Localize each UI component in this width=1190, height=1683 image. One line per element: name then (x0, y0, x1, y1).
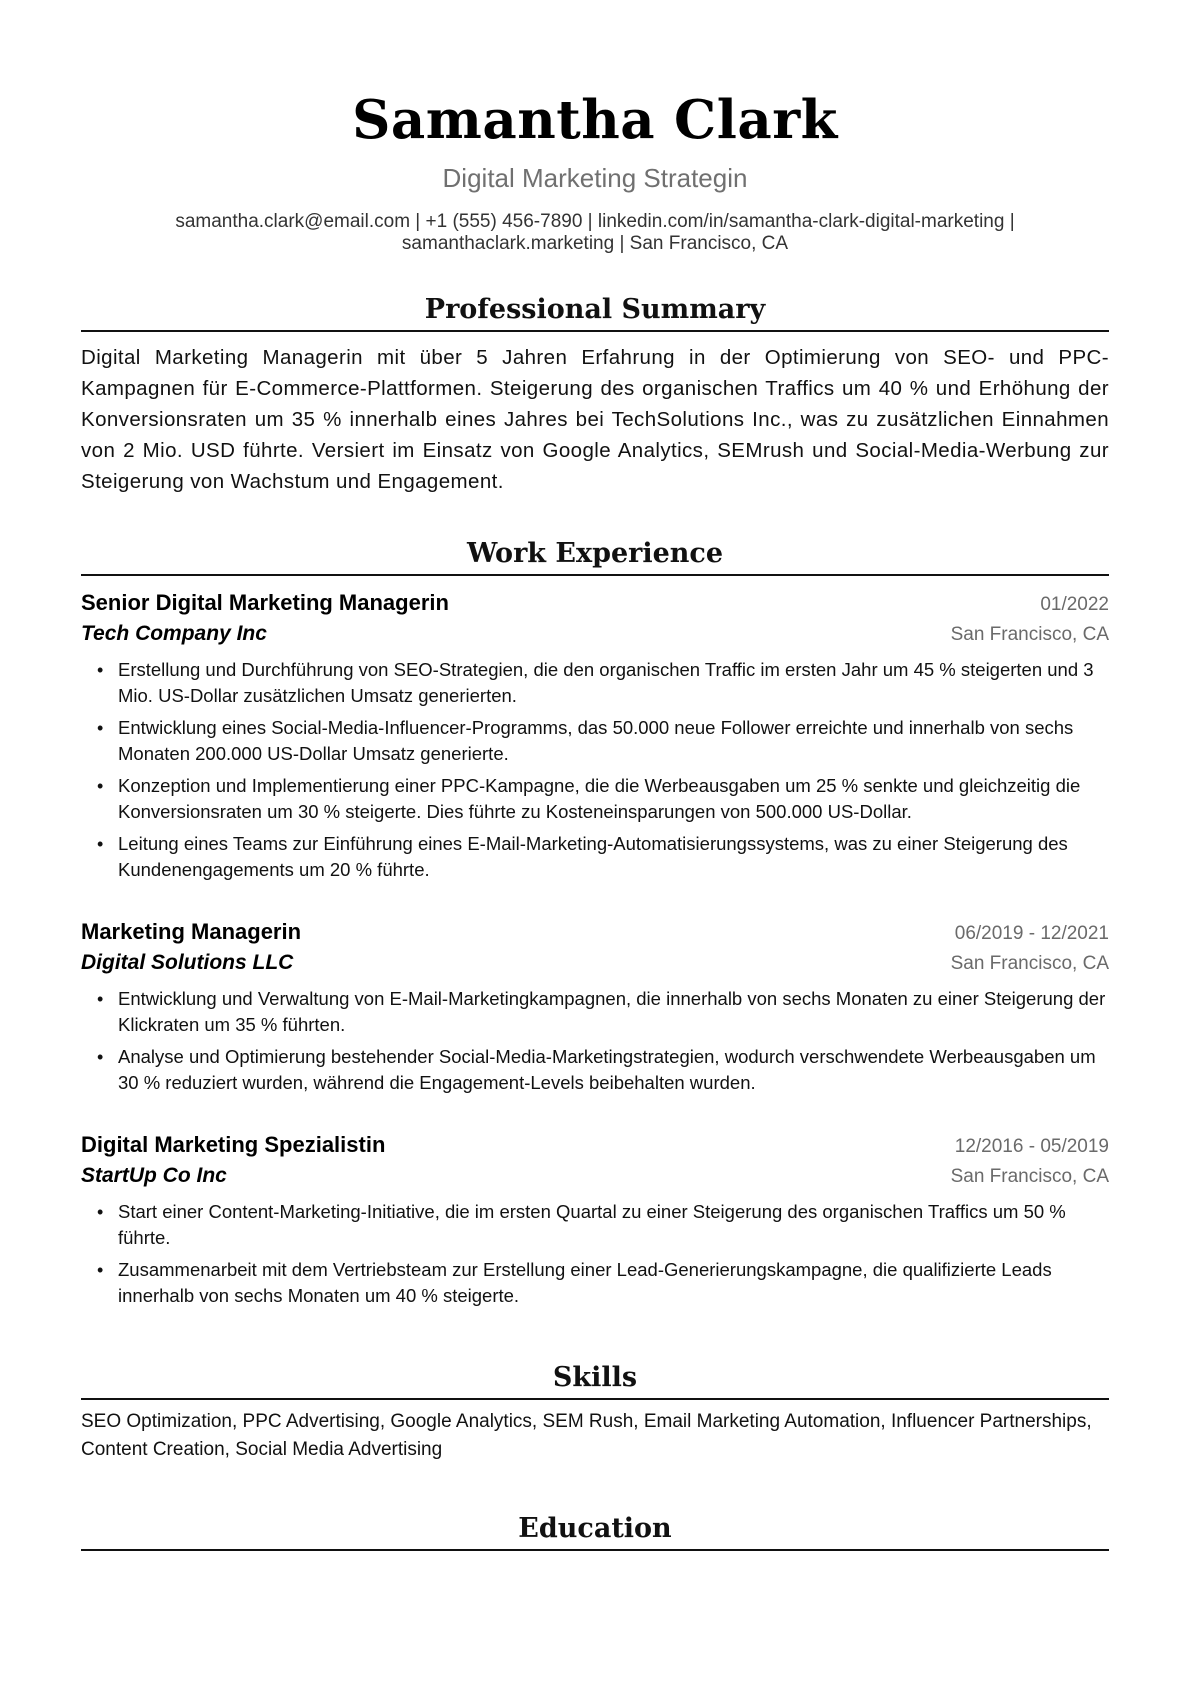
bullet-item: • Leitung eines Teams zur Einführung eines E-Mail-Marketing-Automatisierungssystems, was zu einer Steigerung des Kundenengagements um 20 % führte. (118, 831, 1109, 883)
job-title: Digital Marketing Spezialistin (81, 1132, 386, 1157)
contact-line-1: samantha.clark@email.com | +1 (555) 456-7890 | linkedin.com/in/samantha-clark-digital-marketing | (175, 211, 1015, 232)
summary-heading: Professional Summary (81, 293, 1109, 332)
job-company: Digital Solutions LLC (81, 951, 294, 974)
job-bullets (81, 657, 1109, 883)
job-title: Senior Digital Marketing Managerin (81, 590, 449, 615)
experience-heading: Work Experience (81, 537, 1109, 576)
bullet-item: • Zusammenarbeit mit dem Vertriebsteam zur Erstellung einer Lead-Generierungskampagne, die qualifizierte Leads innerhalb von sechs Monaten um 40 % steigerte. (118, 1257, 1109, 1309)
job-location: San Francisco, CA (950, 1166, 1109, 1187)
job-title: Marketing Managerin (81, 919, 302, 944)
bullet-item: • Start einer Content-Marketing-Initiative, die im ersten Quartal zu einer Steigerung des organischen Traffics um 50 % führte. (118, 1199, 1109, 1251)
bullet-item: • Erstellung und Durchführung von SEO-Strategien, die den organischen Traffic im ersten Jahr um 45 % steigerten und 3 Mio. US-Dollar zusätzlichen Umsatz generierten. (118, 657, 1109, 709)
job-date: 06/2019 - 12/2021 (954, 923, 1109, 944)
candidate-title: Digital Marketing Strategin (442, 163, 748, 193)
job-company: Tech Company Inc (81, 622, 267, 645)
contact-info (81, 211, 1109, 255)
skills-heading: Skills (81, 1361, 1109, 1400)
skills-text: SEO Optimization, PPC Advertising, Google Analytics, SEM Rush, Email Marketing Automation, Influencer Partnerships, Content Creation, Social Media Advertising (81, 1411, 1092, 1460)
candidate-name: Samantha Clark (352, 89, 838, 151)
job-location: San Francisco, CA (950, 953, 1109, 974)
bullet-item: • Entwicklung und Verwaltung von E-Mail-Marketingkampagnen, die innerhalb von sechs Monaten zu einer Steigerung der Klickraten um 35 % führten. (118, 986, 1109, 1038)
job-date: 12/2016 - 05/2019 (954, 1136, 1109, 1157)
bullet-item: • Analyse und Optimierung bestehender Social-Media-Marketingstrategien, wodurch verschwendete Werbeausgaben um 30 % reduziert wurden, während die Engagement-Levels beibehalten wurden. (118, 1044, 1109, 1096)
education-heading: Education (81, 1512, 1109, 1551)
job-bullets (81, 986, 1109, 1096)
bullet-item: • Konzeption und Implementierung einer PPC-Kampagne, die die Werbeausgaben um 25 % senkte und gleichzeitig die Konversionsraten um 30 % steigerte. Dies führte zu Kosteneinsparungen von 500.000 US-Dollar. (118, 773, 1109, 825)
resume-page (81, 0, 1109, 1551)
job-date: 01/2022 (1040, 594, 1109, 615)
job-entry (81, 917, 1109, 1096)
bullet-item: • Entwicklung eines Social-Media-Influencer-Programms, das 50.000 neue Follower erreichte und innerhalb von sechs Monaten 200.000 US-Dollar Umsatz generierte. (118, 715, 1109, 767)
job-entry (81, 1130, 1109, 1309)
summary-text: Digital Marketing Managerin mit über 5 Jahren Erfahrung in der Optimierung von SEO- und PPC-Kampagnen für E-Commerce-Plattformen. Steigerung des organischen Traffics um 40 % und Erhöhung der Konversionsraten um 35 % innerhalb eines Jahres bei TechSolutions Inc., was zu zusätzlichen Einnahmen von 2 Mio. USD führte. Versiert im Einsatz von Google Analytics, SEMrush und Social-Media-Werbung zur Steigerung von Wachstum und Engagement. (81, 346, 1109, 493)
job-location: San Francisco, CA (950, 624, 1109, 645)
job-entry (81, 588, 1109, 883)
contact-line-2: samanthaclark.marketing | San Francisco, CA (401, 233, 789, 254)
job-company: StartUp Co Inc (81, 1164, 227, 1187)
job-bullets (81, 1199, 1109, 1309)
